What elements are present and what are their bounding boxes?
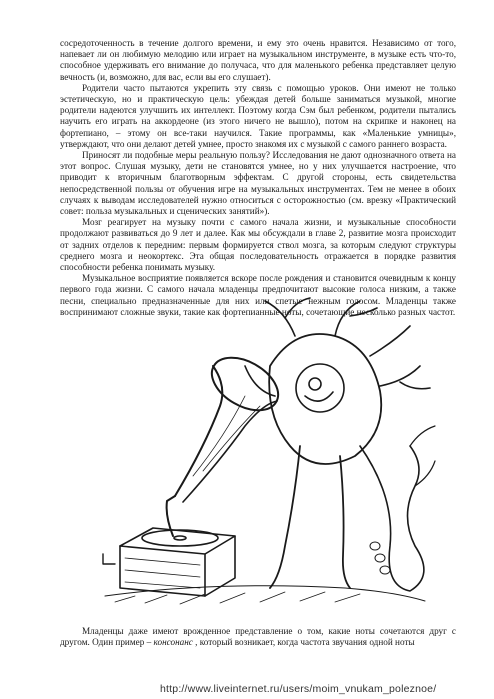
paragraph-4: Мозг реагирует на музыку почти с самого начала жизни, и музыкальные способности продолжают развиваться до 9 лет и далее. Как мы обсуждали в главе 2, развитие мозга происходит от задних отделов к передним: первым формируется ствол мозга, за которым следуют структуры среднего мозга и неокортекс. Эта общая последовательность отражается в порядке развития способности ребенка понимать музыку. (60, 217, 456, 273)
source-watermark: http://www.liveinternet.ru/users/moim_vnukam_poleznoe/ (160, 683, 437, 695)
paragraph-5: Музыкальное восприятие появляется вскоре после рождения и становится очевидным к концу первого года жизни. С самого начала младенцы предпочитают высокие голоса низким, а также песни, специально предназначенные для них или спетые нежным голосом. Младенцы также воспринимают сложные звуки, такие как фортепианные ноты, сочетающие несколько разных частот. (60, 273, 456, 317)
paragraph-3: Приносят ли подобные меры реальную пользу? Исследования не дают однозначного ответа на этот вопрос. Слушая музыку, дети не становятся умнее, но у них улучшается настроение, что приводит к вторичным благотворным эффектам. С другой стороны, есть свидетельства непосредственной пользы от обучения игре на музыкальных инструментах. Тем не менее в обоих случаях к выводам исследователей нужно относиться с осторожностью (см. врезку «Практический совет: польза музыкальных и сценических занятий»). (60, 150, 456, 217)
paragraph-6-end: , который возникает, когда частота звучания одной ноты (192, 637, 415, 648)
paragraph-6 (60, 626, 456, 648)
gramophone-neuron-illustration (95, 296, 440, 614)
term-consonance: консонанс (153, 637, 193, 648)
paragraph-2: Родители часто пытаются укрепить эту связь с помощью уроков. Они имеют не только эстетическую, но и практическую цель: убеждая детей больше заниматься музыкой, многие родители надеются улучшить их интеллект. Поэтому когда Сэм был ребенком, родители пытались научить его играть на аккордеоне (из этого ничего не вышло), потом на скрипке и наконец на фортепиано, – этому он все-таки научился. Такие программы, как «Маленькие умницы», утверждают, что они делают детей умнее, просто знакомя их с музыкой с самого раннего возраста. (60, 82, 456, 149)
paragraph-6-start: Младенцы даже имеют врожденное представление о том, какие ноты сочетаются друг с другом. Один пример – (60, 626, 456, 648)
paragraph-1: сосредоточенность в течение долгого времени, и ему это очень нравится. Независимо от того, напевает ли он любимую мелодию или играет на музыкальном инструменте, в музыке есть что-то, способное удерживать его внимание до получаса, что для маленького ребенка представляет целую вечность (и, возможно, для вас, если вы его слушает). (60, 38, 456, 82)
body-text-bottom (60, 626, 456, 648)
body-text-top (60, 38, 456, 318)
